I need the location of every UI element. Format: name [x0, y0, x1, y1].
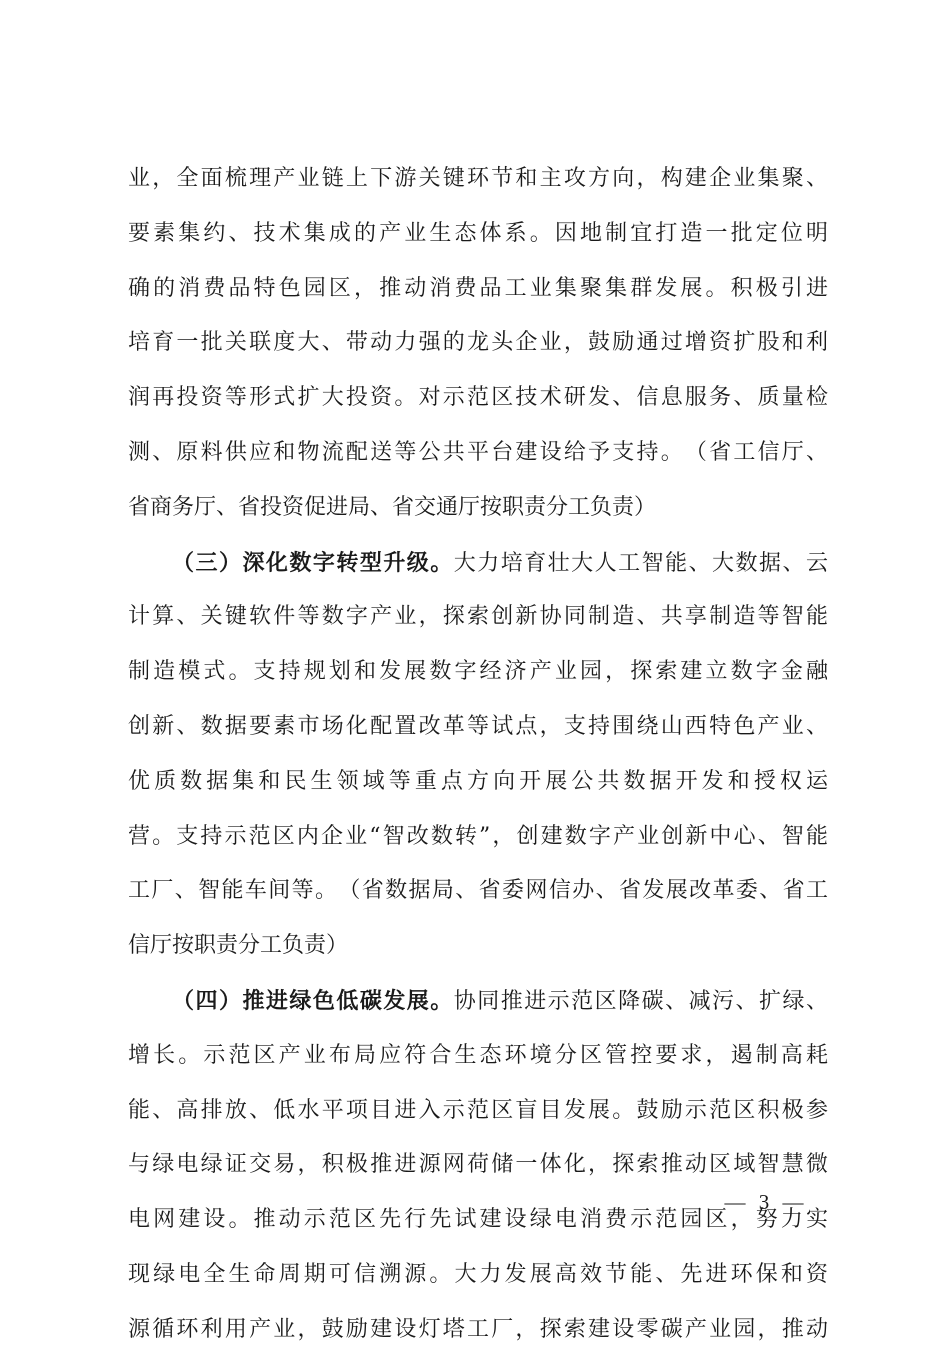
text-line: （​四​）​推​进​绿​色​低​碳​发​展​。协​同​推​进​示​范​区​降​碳​、​减​污​、​扩​绿​、	[172, 987, 828, 1014]
text-line: 现​绿​电​全​生​命​周​期​可​信​溯​源​。​大​力​发​展​高​效​节​能​、​先​进​环​保​和​资	[128, 1261, 828, 1287]
text-line: 润​再​投​资​等​形​式​扩​大​投​资​。​对​示​范​区​技​术​研​发​、​信​息​服​务​、​质​量​检	[128, 385, 828, 411]
paragraph-3	[128, 974, 828, 1358]
text-line: 能​、​高​排​放​、​低​水​平​项​目​进​入​示​范​区​盲​目​发​展​。​鼓​励​示​范​区​积​极​参	[128, 1097, 828, 1123]
paragraph-1	[128, 152, 828, 536]
text-line: 营​。​支​持​示​范​区​内​企​业​“​智​改​数​转​”​，​创​建​数​字​产​业​创​新​中​心​、​智​能	[128, 823, 828, 849]
section-heading: （​三​）​深​化​数​字​转​型​升​级​。	[172, 549, 454, 576]
text-line: 源​循​环​利​用​产​业​，​鼓​励​建​设​灯​塔​工​厂​，​探​索​建​设​零​碳​产​业​园​，​推​动	[128, 1316, 828, 1342]
text-line: 省商务厅、省投资促进局、省交通厅按职责分工负责）	[128, 494, 657, 520]
text-line: 业​，​全​面​梳​理​产​业​链​上​下​游​关​键​环​节​和​主​攻​方​向​，​构​建​企​业​集​聚​、	[128, 166, 828, 191]
page-number: — 3 —	[724, 1190, 808, 1214]
text-line: （​三​）​深​化​数​字​转​型​升​级​。大​力​培​育​壮​大​人​工​智​能​、​大​数​据​、​云	[172, 549, 828, 576]
text-line: 创​新​、​数​据​要​素​市​场​化​配​置​改​革​等​试​点​，​支​持​围​绕​山​西​特​色​产​业​、	[128, 713, 828, 739]
text-line: 电​网​建​设​。​推​动​示​范​区​先​行​先​试​建​设​绿​电​消​费​示​范​园​区​，​努​力​实	[128, 1207, 828, 1233]
section-heading: （​四​）​推​进​绿​色​低​碳​发​展​。	[172, 987, 454, 1014]
text-line: 与​绿​电​绿​证​交​易​，​积​极​推​进​源​网​荷​储​一​体​化​，​探​索​推​动​区​域​智​慧​微	[128, 1152, 828, 1178]
text-line: 制​造​模​式​。​支​持​规​划​和​发​展​数​字​经​济​产​业​园​，​探​索​建​立​数​字​金​融	[128, 659, 828, 685]
text-line: 工​厂​、​智​能​车​间​等​。​（​省​数​据​局​、​省​委​网​信​办​、​省​发​展​改​革​委​、​省​工	[128, 878, 828, 904]
text-line: 计​算​、​关​键​软​件​等​数​字​产​业​，​探​索​创​新​协​同​制​造​、​共​享​制​造​等​智​能	[128, 604, 828, 630]
text-line: 确​的​消​费​品​特​色​园​区​，​推​动​消​费​品​工​业​集​聚​集​群​发​展​。​积​极​引​进	[128, 275, 828, 301]
paragraph-2	[128, 536, 828, 974]
text-line: 信厅按职责分工负责）	[128, 933, 349, 959]
text-line: 测​、​原​料​供​应​和​物​流​配​送​等​公​共​平​台​建​设​给​予​支​持​。​（​省​工​信​厅​、	[128, 439, 828, 465]
text-line: 优​质​数​据​集​和​民​生​领​域​等​重​点​方​向​开​展​公​共​数​据​开​发​和​授​权​运	[128, 768, 828, 794]
text-line: 培​育​一​批​关​联​度​大​、​带​动​力​强​的​龙​头​企​业​，​鼓​励​通​过​增​资​扩​股​和​利	[128, 330, 828, 356]
text-line: 增​长​。​示​范​区​产​业​布​局​应​符​合​生​态​环​境​分​区​管​控​要​求​，​遏​制​高​耗	[128, 1042, 828, 1068]
body-text	[128, 152, 828, 1358]
text-line: 要​素​集​约​、​技​术​集​成​的​产​业​生​态​体​系​。​因​地​制​宜​打​造​一​批​定​位​明	[128, 220, 828, 246]
